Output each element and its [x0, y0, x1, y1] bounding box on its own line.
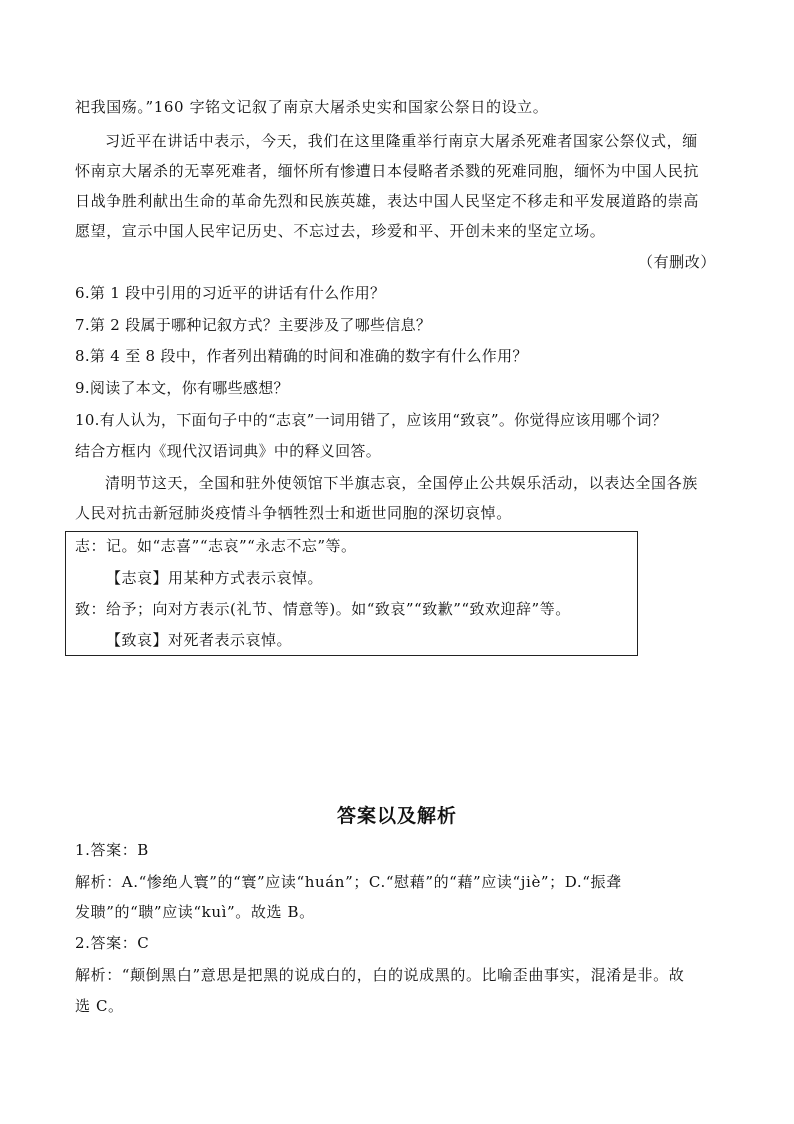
dictionary-entry: 志：记。如“志喜”“志哀”“永志不忘”等。 — [75, 537, 357, 555]
dictionary-entry: 【志哀】用某种方式表示哀悼。 — [106, 569, 324, 587]
passage-line: 怀南京大屠杀的无辜死难者，缅怀所有惨遭日本侵略者杀戮的死难同胞，缅怀为中国人民抗 — [75, 162, 700, 180]
question-8: 8.第 4 至 8 段中，作者列出精确的时间和准确的数字有什么作用？ — [75, 347, 528, 365]
answer-line: 发聩”的“聩”应读“kuì”。故选 B。 — [75, 903, 315, 921]
passage-line: 日战争胜利献出生命的革命先烈和民族英雄，表达中国人民坚定不移走和平发展道路的崇高 — [75, 192, 700, 210]
question-10-cont: 结合方框内《现代汉语词典》中的释义回答。 — [75, 442, 382, 460]
passage-line: 愿望，宣示中国人民牢记历史、不忘过去，珍爱和平、开创未来的坚定立场。 — [75, 222, 606, 240]
source-note: （有删改） — [637, 253, 716, 271]
dictionary-entry: 【致哀】对死者表示哀悼。 — [106, 631, 293, 649]
passage-line: 祀我国殇。”160 字铭文记叙了南京大屠杀史实和国家公祭日的设立。 — [75, 98, 549, 116]
example-sentence: 人民对抗击新冠肺炎疫情斗争牺牲烈士和逝世同胞的深切哀悼。 — [75, 504, 512, 522]
dictionary-entry: 致：给予；向对方表示(礼节、情意等)。如“致哀”“致歉”“致欢迎辞”等。 — [75, 600, 571, 618]
answers-heading: 答案以及解析 — [336, 805, 457, 827]
question-9: 9.阅读了本文，你有哪些感想？ — [75, 379, 289, 397]
answer-line: 1.答案：B — [75, 841, 149, 859]
question-6: 6.第 1 段中引用的习近平的讲话有什么作用？ — [75, 284, 386, 302]
answer-line: 解析：A.“惨绝人寰”的“寰”应读“huán”；C.“慰藉”的“藉”应读“jiè”；D.“振聋 — [75, 873, 622, 891]
question-7: 7.第 2 段属于哪种记叙方式？主要涉及了哪些信息？ — [75, 316, 432, 334]
answer-line: 选 C。 — [75, 997, 124, 1015]
passage-line: 习近平在讲话中表示，今天，我们在这里隆重举行南京大屠杀死难者国家公祭仪式，缅 — [105, 132, 698, 150]
example-sentence: 清明节这天，全国和驻外使领馆下半旗志哀，全国停止公共娱乐活动，以表达全国各族 — [105, 474, 698, 492]
answer-line: 解析：“颠倒黑白”意思是把黑的说成白的，白的说成黑的。比喻歪曲事实，混淆是非。故 — [75, 966, 685, 984]
answer-line: 2.答案：C — [75, 934, 150, 952]
dictionary-box — [65, 531, 638, 656]
question-10: 10.有人认为，下面句子中的“志哀”一词用错了，应该用“致哀”。你觉得应该用哪个词？ — [75, 411, 668, 429]
